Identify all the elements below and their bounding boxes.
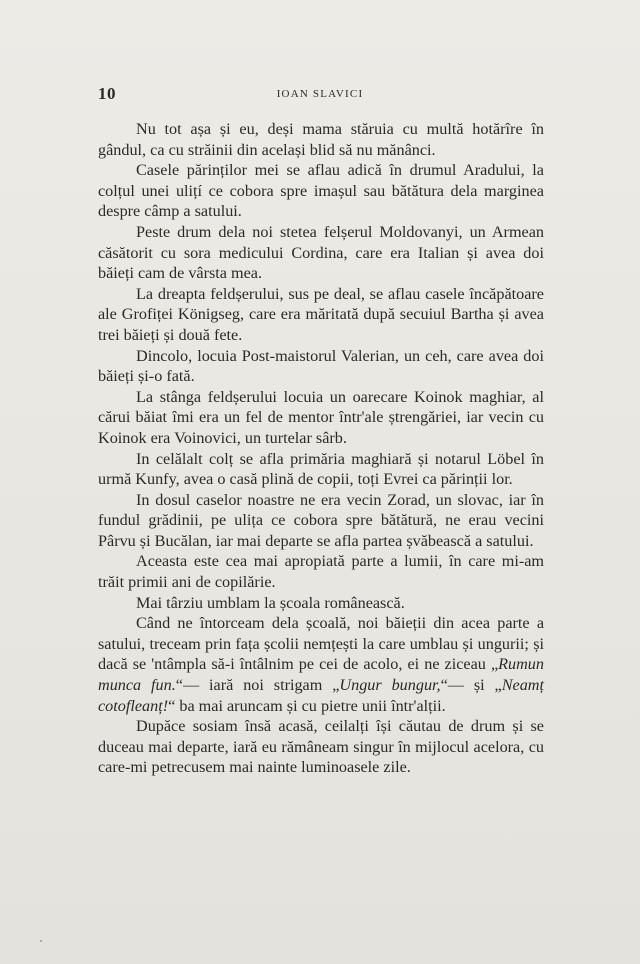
paragraph: Casele părinților mei se aflau adică în drumul Aradului, la colțul unei ulițí ce cobora spre imașul sau bătătura dela marginea despre câmp a satului. — [98, 161, 544, 221]
paper-speck — [40, 940, 42, 942]
paragraph: La dreapta feldșerului, sus pe deal, se aflau casele încăpătoare ale Grofiței Königseg, care era măritată după secuiul Bartha și avea trei băieți și două fete. — [98, 284, 544, 344]
paragraph: La stânga feldșerului locuia un oarecare Koinok maghiar, al cărui băiat îmi era un fel de mentor într'ale ștrengăriei, iar vecin cu Koinok era Voinovici, un turtelar sârb. — [98, 387, 544, 447]
paragraph: Dupăce sosiam însă acasă, ceilalți își căutau de drum și se duceau mai departe, iară eu rămâneam singur în mijlocul acelora, cu care-mi petrecusem mai nainte luminoasele zile. — [98, 717, 544, 777]
paragraph: Mai târziu umblam la școala românească. — [136, 593, 405, 612]
running-head: IOAN SLAVICI — [276, 88, 364, 100]
paragraph: Peste drum dela noi stetea felșerul Moldovanyi, un Armean căsătorit cu sora medicului Cordina, care era Italian și avea doi băieți cam de vârsta mea. — [98, 222, 544, 283]
text-run: Când ne întorceam dela școală, noi băieții din acea parte a satului, treceam prin fața școlii nemțești la care umblau și ungurii; și dacă se 'ntâmpla să-i întâlnim pe cei de acolo, ei ne ziceau „ — [98, 614, 544, 674]
text-run: “— iară noi strigam „ — [175, 676, 340, 695]
text-run: “ ba mai aruncam și cu pietre unii într'alții. — [168, 696, 446, 715]
italic-phrase: Ungur bungur, — [339, 676, 441, 695]
page-number: 10 — [98, 84, 116, 103]
paragraph: Dincolo, locuia Post-maistorul Valerian, un ceh, care avea doi băieți și-o fată. — [98, 346, 544, 386]
body-text — [98, 119, 544, 778]
paragraph: Nu tot așa și eu, deși mama stăruia cu multă hotărîre în gândul, ca cu străinii din același blid să nu mănânci. — [98, 120, 544, 159]
paragraph: In dosul caselor noastre ne era vecin Zorad, un slovac, iar în fundul grădinii, pe ulița ce cobora spre bătătură, ne erau vecini Pârvu și Bucălan, iar mai departe se afla partea șvăbească a satului. — [98, 490, 544, 550]
paragraph — [98, 613, 544, 716]
italic-phrase: Neamț cotofleanț! — [98, 676, 544, 715]
paragraph: Aceasta este cea mai apropiată parte a lumii, în care mi-am trăit primii ani de copilărie. — [98, 552, 544, 592]
text-run: “— și „ — [440, 676, 502, 695]
paragraph: In celălalt colț se afla primăria maghiară și notarul Löbel în urmă Kunfy, avea o casă plină de copii, toți Evrei ca părinții lor. — [98, 449, 544, 489]
italic-phrase: Rumun munca fun. — [98, 655, 544, 695]
